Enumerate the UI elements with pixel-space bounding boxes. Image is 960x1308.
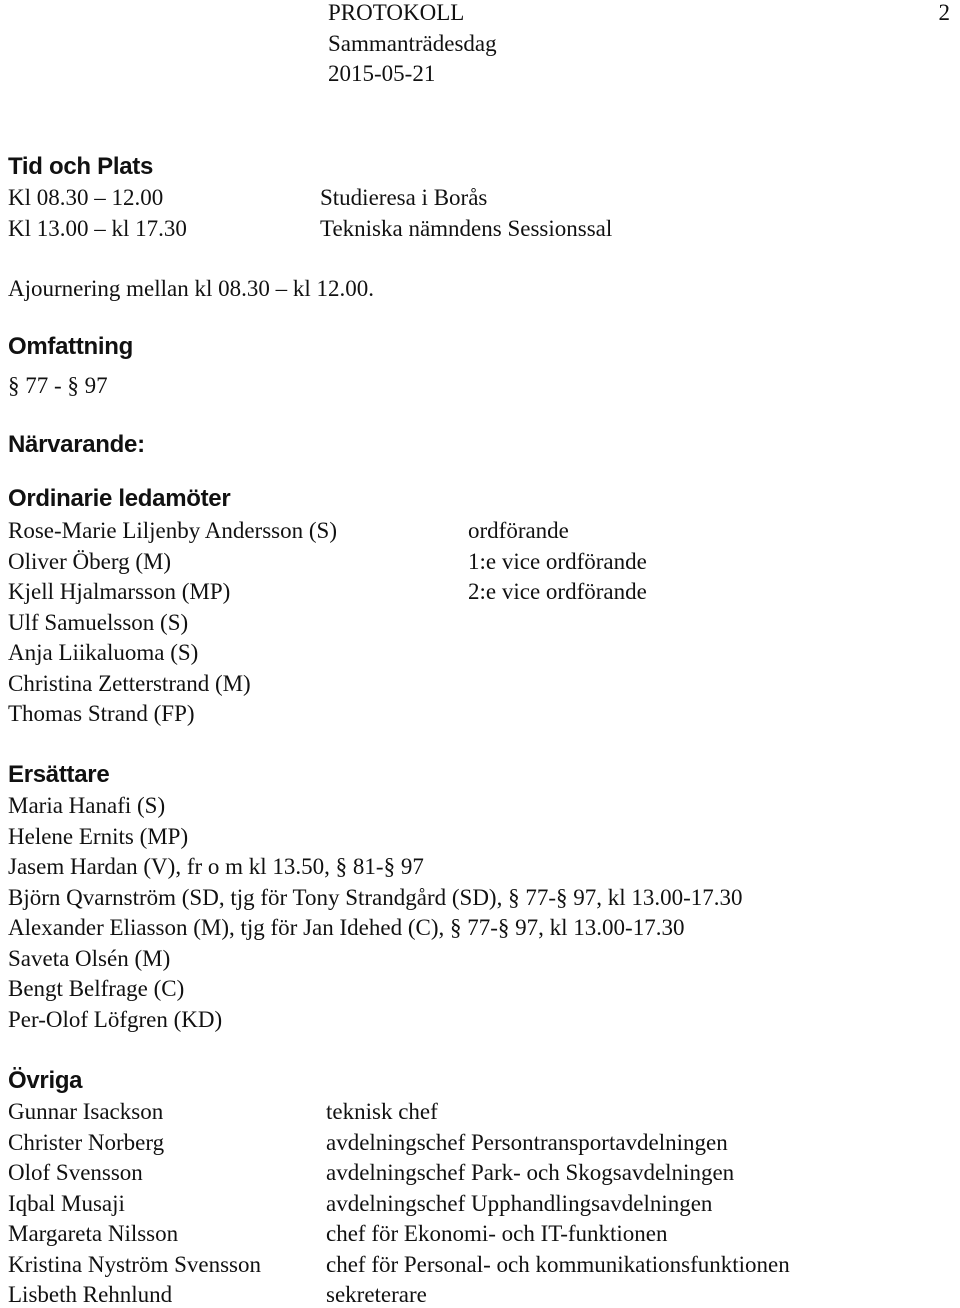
place-row: Tekniska nämndens Sessionssal — [320, 215, 613, 241]
ersattare-list — [8, 791, 743, 1035]
meeting-date: 2015-05-21 — [328, 61, 436, 86]
other-name: Iqbal Musaji — [8, 1190, 125, 1216]
section-heading-tid-och-plats: Tid och Plats — [8, 153, 154, 180]
substitute: Maria Hanafi (S) — [8, 793, 166, 818]
time-column — [8, 183, 187, 244]
time-row: Kl 08.30 – 12.00 — [8, 185, 164, 210]
section-heading-ovriga: Övriga — [8, 1067, 83, 1094]
substitute: Jasem Hardan (V), fr o m kl 13.50, § 81-§ 97 — [8, 854, 424, 879]
other-role: chef för Ekonomi- och IT-funktionen — [326, 1221, 668, 1246]
other-name: Margareta Nilsson — [8, 1221, 179, 1246]
document-header — [328, 0, 497, 90]
substitute: Björn Qvarnström (SD, tjg för Tony Strandgård (SD), § 77-§ 97, kl 13.00-17.30 — [8, 884, 743, 910]
other-role: chef för Personal- och kommunikationsfunktionen — [326, 1251, 790, 1277]
member-name: Ulf Samuelsson (S) — [8, 609, 189, 635]
substitute: Alexander Eliasson (M), tjg för Jan Idehed (C), § 77-§ 97, kl 13.00-17.30 — [8, 915, 685, 940]
ovriga-roles — [326, 1097, 790, 1308]
other-name: Kristina Nyström Svensson — [8, 1251, 261, 1277]
other-name: Christer Norberg — [8, 1129, 165, 1155]
other-role: teknisk chef — [326, 1099, 438, 1124]
substitute: Bengt Belfrage (C) — [8, 976, 185, 1001]
member-name: Anja Liikaluoma (S) — [8, 640, 199, 665]
place-column — [320, 183, 612, 244]
time-row: Kl 13.00 – kl 17.30 — [8, 215, 187, 241]
ordinarie-roles — [468, 516, 647, 608]
substitute: Per-Olof Löfgren (KD) — [8, 1006, 223, 1032]
other-role: avdelningschef Park- och Skogsavdelningen — [326, 1160, 735, 1185]
member-name: Rose-Marie Liljenby Andersson (S) — [8, 518, 337, 543]
ovriga-names — [8, 1097, 261, 1308]
member-role: ordförande — [468, 518, 569, 543]
other-name: Lisbeth Rehnlund — [8, 1282, 173, 1307]
member-role: 2:e vice ordförande — [468, 579, 647, 604]
other-role: sekreterare — [326, 1282, 427, 1307]
other-name: Olof Svensson — [8, 1160, 143, 1185]
member-name: Oliver Öberg (M) — [8, 548, 172, 574]
document-title: PROTOKOLL — [328, 0, 465, 25]
section-heading-omfattning: Omfattning — [8, 333, 133, 360]
member-name: Thomas Strand (FP) — [8, 701, 195, 726]
document-subtitle: Sammanträdesdag — [328, 30, 497, 56]
other-name: Gunnar Isackson — [8, 1099, 164, 1124]
adjournment-note: Ajournering mellan kl 08.30 – kl 12.00. — [8, 276, 375, 301]
member-name: Christina Zetterstrand (M) — [8, 670, 251, 696]
substitute: Saveta Olsén (M) — [8, 945, 171, 971]
ordinarie-names — [8, 516, 337, 730]
section-heading-ersattare: Ersättare — [8, 761, 110, 788]
member-name: Kjell Hjalmarsson (MP) — [8, 579, 231, 604]
other-role: avdelningschef Persontransportavdelningen — [326, 1129, 728, 1155]
place-row: Studieresa i Borås — [320, 185, 488, 210]
page-number: 2 — [938, 0, 950, 25]
section-heading-narvarande: Närvarande: — [8, 431, 145, 458]
member-role: 1:e vice ordförande — [468, 548, 647, 574]
section-heading-ordinarie: Ordinarie ledamöter — [8, 485, 231, 512]
substitute: Helene Ernits (MP) — [8, 823, 189, 849]
other-role: avdelningschef Upphandlingsavdelningen — [326, 1190, 713, 1216]
paragraph-range: § 77 - § 97 — [8, 373, 108, 398]
